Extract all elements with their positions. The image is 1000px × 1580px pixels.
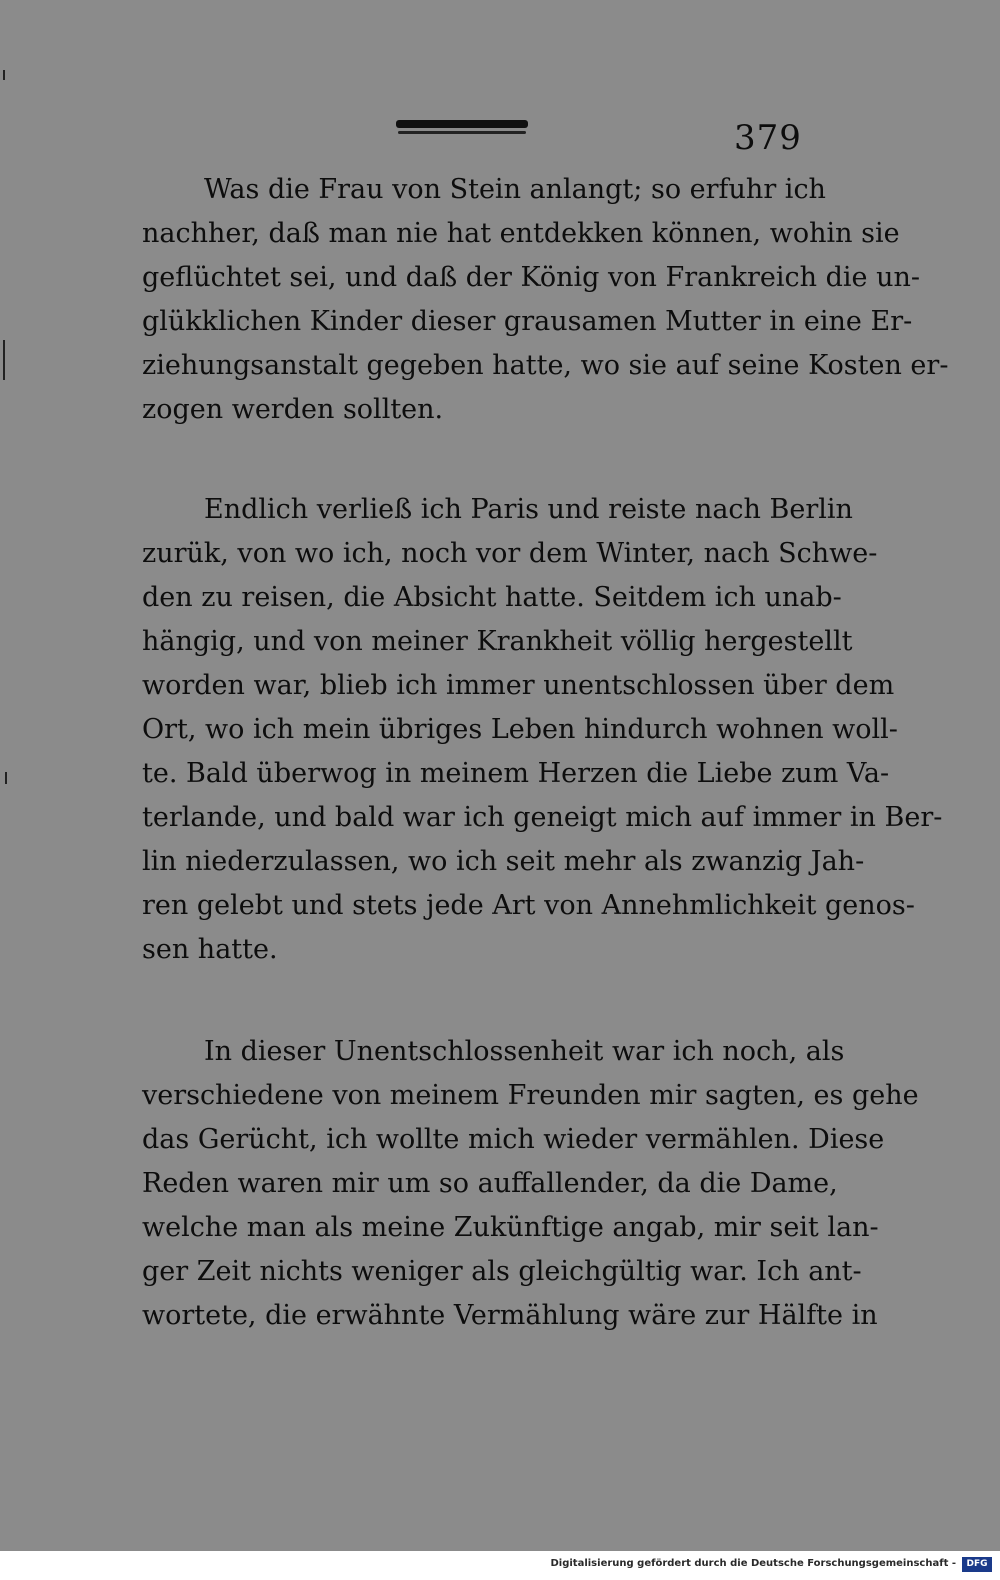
scan-edge-mark xyxy=(5,772,7,784)
text-line: zogen werden sollten. xyxy=(142,394,444,425)
dfg-logo[interactable]: DFG xyxy=(962,1557,992,1572)
text-line: ziehungsanstalt gegeben hatte, wo sie auf seine Kosten er- xyxy=(142,350,949,381)
text-line: te. Bald überwog in meinem Herzen die Liebe zum Va- xyxy=(142,758,890,789)
text-line: hängig, und von meiner Krankheit völlig hergestellt xyxy=(142,626,853,657)
text-line: Ort, wo ich mein übriges Leben hindurch wohnen woll- xyxy=(142,714,898,745)
text-line: ren gelebt und stets jede Art von Annehmlichkeit genos- xyxy=(142,890,915,921)
text-line: In dieser Unentschlossenheit war ich noch, als xyxy=(204,1036,845,1067)
header-ornament-rule xyxy=(396,120,528,128)
digitization-footer xyxy=(0,1551,1000,1580)
text-line: welche man als meine Zukünftige angab, mir seit lan- xyxy=(142,1212,879,1243)
text-line: nachher, daß man nie hat entdekken können, wohin sie xyxy=(142,218,900,249)
text-line: lin niederzulassen, wo ich seit mehr als zwanzig Jah- xyxy=(142,846,865,877)
text-line: Endlich verließ ich Paris und reiste nach Berlin xyxy=(204,494,853,525)
page-number: 379 xyxy=(734,118,802,158)
text-line: Reden waren mir um so auffallender, da die Dame, xyxy=(142,1168,838,1199)
text-line: Was die Frau von Stein anlangt; so erfuhr ich xyxy=(204,174,826,205)
text-line: sen hatte. xyxy=(142,934,278,965)
scan-edge-mark xyxy=(3,70,5,80)
text-line: das Gerücht, ich wollte mich wieder vermählen. Diese xyxy=(142,1124,885,1155)
text-line: geflüchtet sei, und daß der König von Frankreich die un- xyxy=(142,262,921,293)
text-line: ger Zeit nichts weniger als gleichgültig war. Ich ant- xyxy=(142,1256,862,1287)
text-line: den zu reisen, die Absicht hatte. Seitdem ich unab- xyxy=(142,582,842,613)
text-line: zurük, von wo ich, noch vor dem Winter, nach Schwe- xyxy=(142,538,878,569)
text-line: worden war, blieb ich immer unentschlossen über dem xyxy=(142,670,895,701)
text-line: verschiedene von meinem Freunden mir sagten, es gehe xyxy=(142,1080,919,1111)
text-line: glükklichen Kinder dieser grausamen Mutter in eine Er- xyxy=(142,306,913,337)
funding-credit: Digitalisierung gefördert durch die Deutsche Forschungsgemeinschaft - xyxy=(550,1558,956,1569)
scan-edge-mark xyxy=(3,340,5,380)
text-line: terlande, und bald war ich geneigt mich auf immer in Ber- xyxy=(142,802,943,833)
text-line: wortete, die erwähnte Vermählung wäre zur Hälfte in xyxy=(142,1300,878,1331)
header-ornament-rule-thin xyxy=(398,131,526,134)
